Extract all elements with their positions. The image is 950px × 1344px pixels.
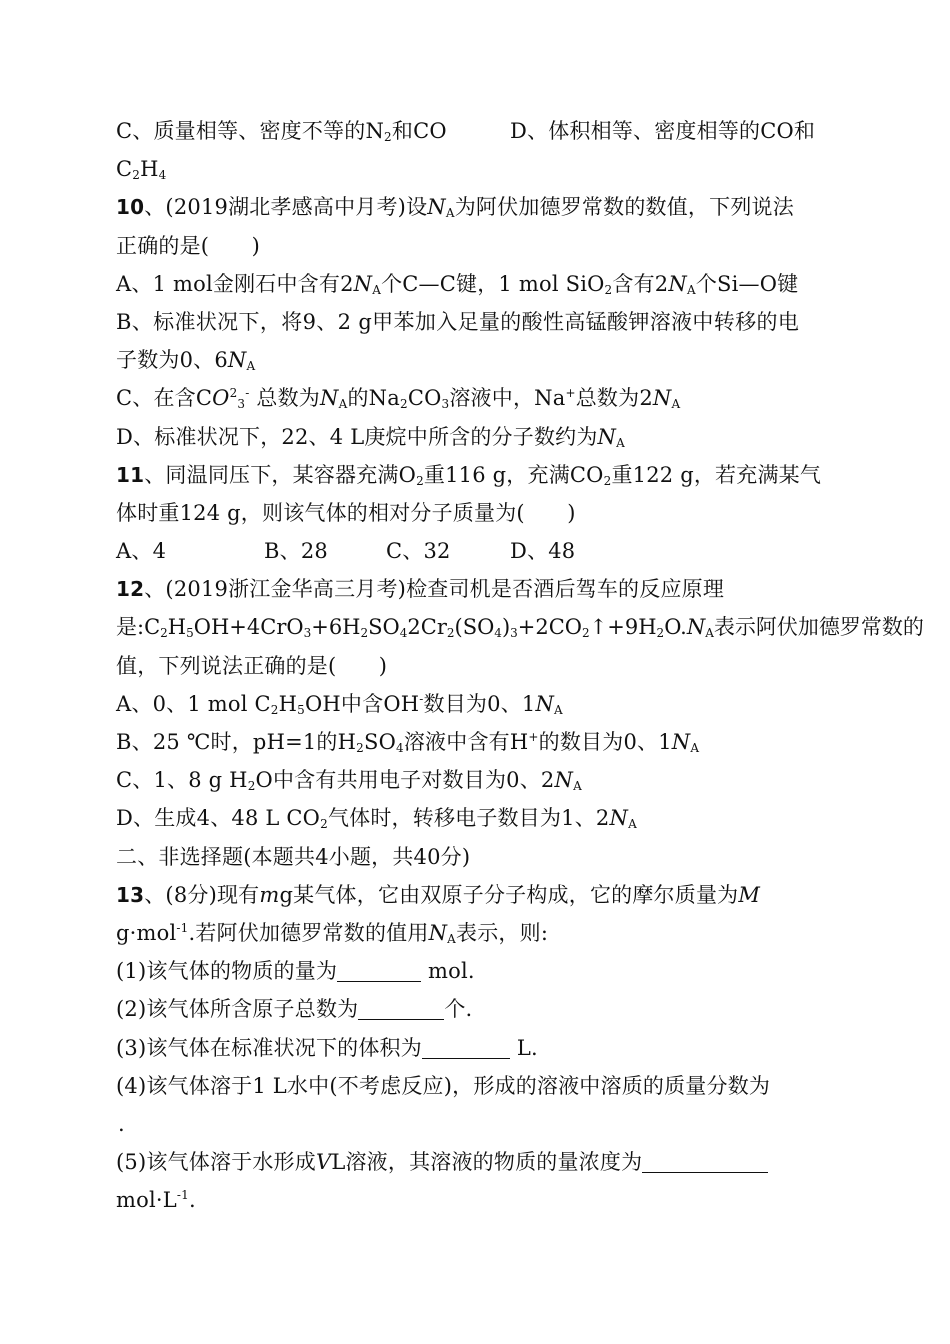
- q10-number: 10: [116, 195, 145, 220]
- q13-sub-5: (5)该气体溶于水形成VL溶液，其溶液的物质的量浓度为: [116, 1143, 836, 1181]
- document-page: [116, 112, 924, 1219]
- q13-stem-continued: g·mol$^{-1}$.若阿伏加德罗常数的值用$N_A$表示，则:: [116, 920, 549, 946]
- q13-sub-4: (4)该气体溶于1 L水中(不考虑反应)，形成的溶液中溶质的质量分数为: [116, 1073, 771, 1098]
- q13-sub-2: (2)该气体所含原子总数为 个.: [116, 990, 836, 1028]
- q9-options-line: [116, 112, 836, 150]
- q13-sub-5-continued: $mol\cdot L^{-1}$.: [116, 1188, 196, 1213]
- q10-option-b: B、标准状况下，将9、2 g甲苯加入足量的酸性高锰酸钾溶液中转移的电: [116, 309, 800, 334]
- q12-option-c: C、1、8 g $H_2O$中含有共用电子对数目为0、$2N_A$: [116, 768, 582, 794]
- q11-number: 11: [116, 462, 145, 487]
- q10-option-c: C、在含$CO^2_3^-$ 总数为$N_A$的$Na_2CO_3$溶液中，Na+总数为$2N_A$: [116, 386, 681, 412]
- q13-number: 13: [116, 882, 145, 907]
- q10-option-a: A、1 mol金刚石中含有$2N_A$个C—C键，1 mol SiO$_2$含有$2N_A$个Si—O键: [116, 271, 799, 297]
- q12-equation-line: 是$:C_2H_5OH+4CrO_3+6H_2SO_42Cr_2(SO_4)_3+2CO_2↑+9H_2O.N_A$表示阿伏加德罗常数的: [116, 615, 924, 641]
- q12-stem: 12、(2019浙江金华高三月考)检查司机是否酒后驾车的反应原理: [116, 577, 725, 602]
- answer-blank-5[interactable]: [642, 1146, 768, 1173]
- answer-blank-3[interactable]: [422, 1032, 510, 1059]
- q13-sub-1: (1)该气体的物质的量为 mol.: [116, 952, 836, 990]
- q9-option-d: D、体积相等、密度相等的CO和: [510, 119, 816, 143]
- q12-option-d: D、生成4、48 L $CO_2$气体时，转移电子数目为1、$2N_A$: [116, 806, 637, 832]
- q13-sub-4-end: .: [118, 1111, 125, 1136]
- q10-option-b-continued: 子数为0、$6N_A$: [116, 348, 256, 374]
- q12-option-b: B、25 ℃时，pH=1的$H_2SO_4$溶液中含有H+的数目为0、$1N_A$: [116, 730, 700, 755]
- answer-blank-2[interactable]: [358, 993, 444, 1020]
- q11-option-b: B、28: [264, 539, 328, 564]
- q12-option-a: A、0、1 mol $C_2H_5OH$中含OH-数目为0、$1N_A$: [116, 691, 563, 717]
- q10-option-d: D、标准状况下，22、4 L庚烷中所含的分子数约为$N_A$: [116, 424, 625, 450]
- q11-options: [116, 532, 836, 570]
- section-heading: 二、非选择题(本题共4小题，共40分): [116, 844, 471, 869]
- q13-stem: 13、(8分)现有mg某气体，它由双原子分子构成，它的摩尔质量为M: [116, 882, 761, 907]
- q12-stem-continued: 值，下列说法正确的是( ): [116, 653, 388, 678]
- q10-stem-continued: 正确的是( ): [116, 233, 260, 258]
- q11-option-d: D、48: [510, 539, 576, 564]
- q12-number: 12: [116, 577, 145, 602]
- q11-option-a: A、4: [116, 539, 167, 564]
- q13-sub-3: (3)该气体在标准状况下的体积为 L.: [116, 1029, 836, 1067]
- q11-stem-continued: 体时重124 g，则该气体的相对分子质量为( ): [116, 500, 576, 525]
- q9-option-d-continued: $C_2H_4$: [116, 157, 167, 183]
- q11-option-c: C、32: [386, 539, 451, 564]
- q10-stem: 10、(2019湖北孝感高中月考)设$N_A$为阿伏加德罗常数的数值，下列说法: [116, 195, 794, 221]
- q11-stem: 11、同温同压下，某容器充满$O_2$重116 g，充满$CO_2$重122 g，若充满某气: [116, 462, 822, 488]
- q9-option-c: C、质量相等、密度不等的$N_2$和CO: [116, 119, 447, 144]
- answer-blank-1[interactable]: [337, 955, 421, 982]
